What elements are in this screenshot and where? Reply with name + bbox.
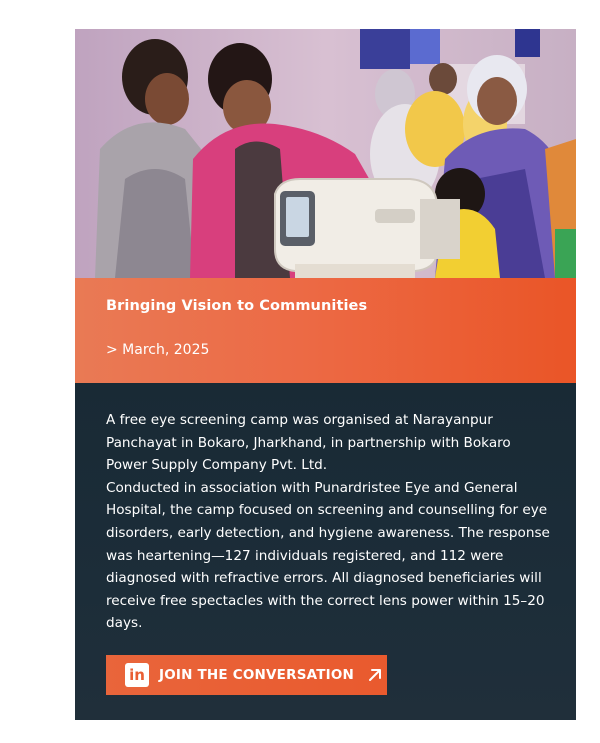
article-text xyxy=(106,409,556,635)
paragraph-intro: A free eye screening camp was organised at Narayanpur Panchayat in Bokaro, Jharkhand, in partnership with Bokaro Power Supply Company Pvt. Ltd. xyxy=(106,412,511,474)
join-conversation-button[interactable] xyxy=(106,655,387,695)
paragraph-details: Conducted in association with Punardristee Eye and General Hospital, the camp focused on screening and counselling for eye disorders, early detection, and hygiene awareness. The response was heartening—127 individuals registered, and 112 were diagnosed with refractive errors. All diagnosed beneficiaries will receive free spectacles with the correct lens power within 15–20 days. xyxy=(106,479,550,632)
article-header xyxy=(75,278,576,383)
article-body xyxy=(75,383,576,720)
article-card xyxy=(75,29,576,720)
article-date: > March, 2025 xyxy=(106,342,210,358)
join-conversation-label: JOIN THE CONVERSATION xyxy=(159,667,355,683)
eye-camp-photo xyxy=(75,29,576,278)
arrow-up-right-icon xyxy=(367,667,383,683)
article-title: Bringing Vision to Communities xyxy=(106,298,368,314)
linkedin-icon: in xyxy=(125,663,149,687)
